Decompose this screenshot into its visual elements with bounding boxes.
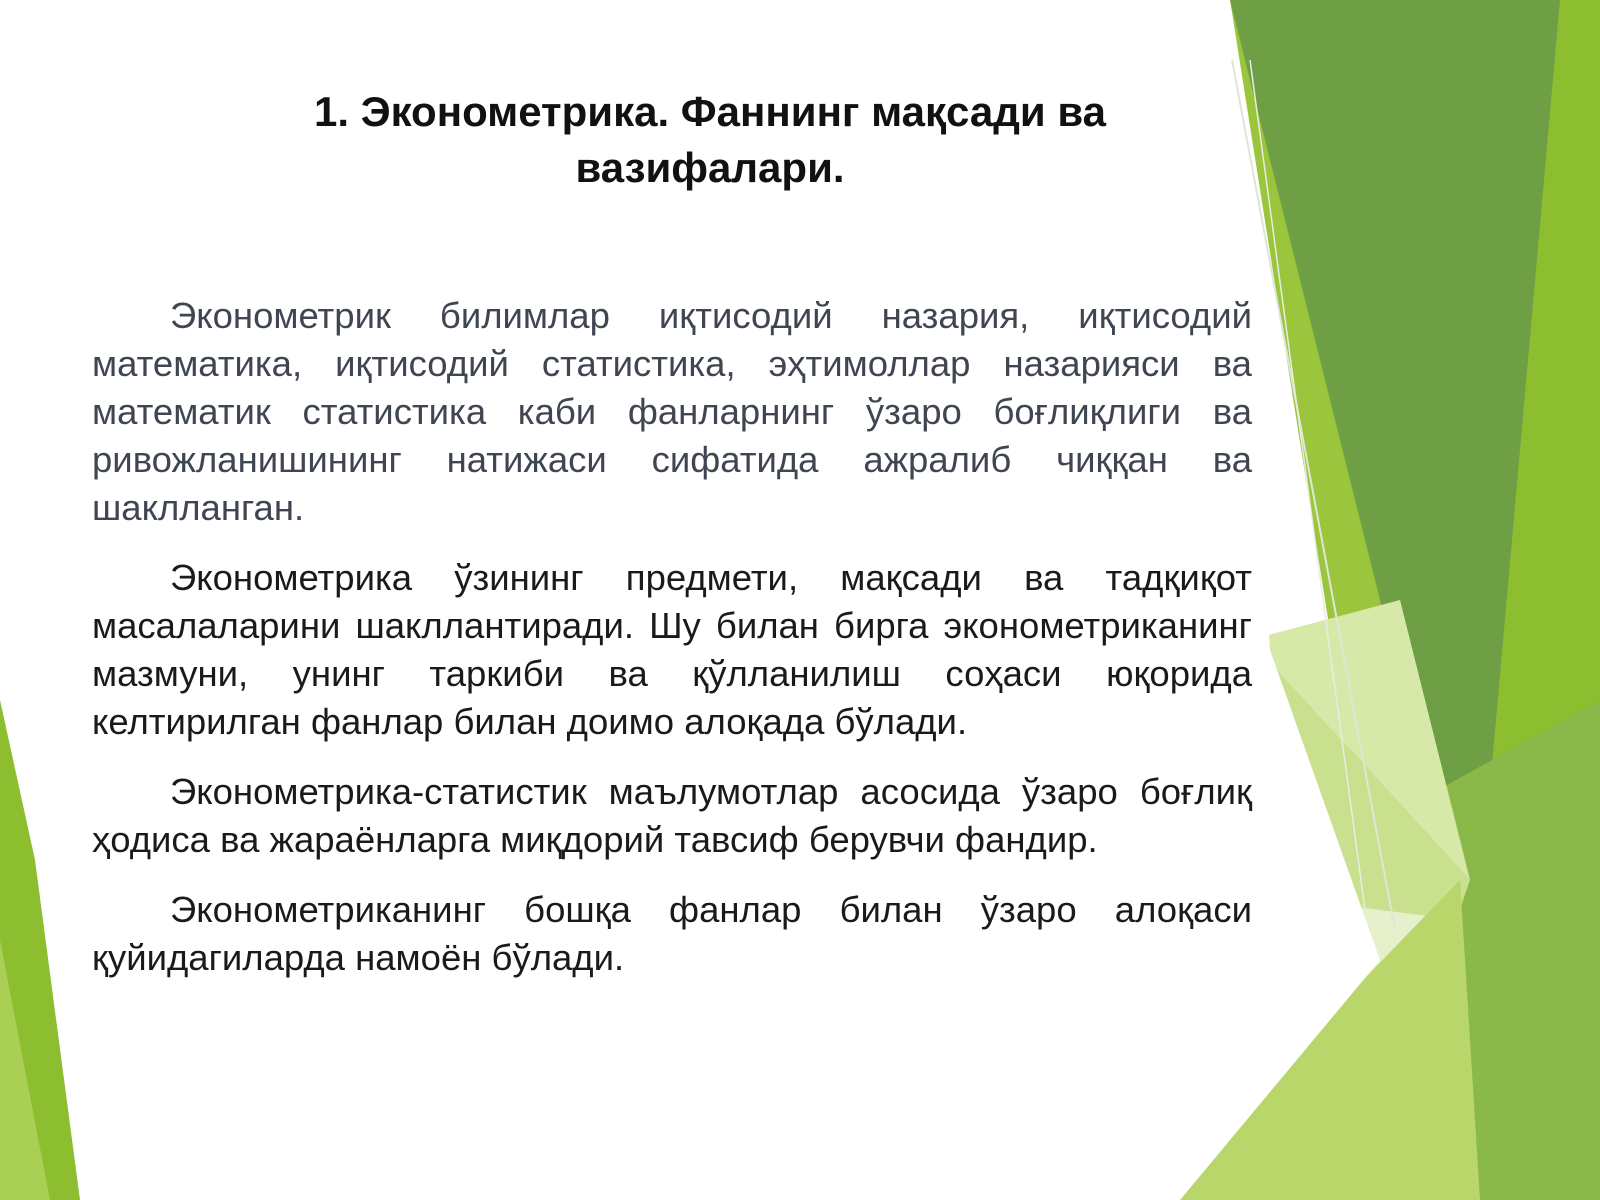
slide-body bbox=[92, 292, 1252, 1004]
paragraph: Эконометрика-статистик маълумотлар асосида ўзаро боғлиқ ҳодиса ва жараёнларга миқдорий тавсиф берувчи фандир. bbox=[92, 771, 1252, 860]
slide-title: 1. Эконометрика. Фаннинг мақсади ва вазифалари. bbox=[314, 88, 1106, 191]
paragraph: Эконометриканинг бошқа фанлар билан ўзаро алоқаси қуйидагиларда намоён бўлади. bbox=[92, 889, 1252, 978]
paragraph: Эконометрик билимлар иқтисодий назария, иқтисодий математика, иқтисодий статистика, эҳтимоллар назарияси ва математик статистика каби фанларнинг ўзаро боғлиқлиги ва ривожланишининг натижаси сифатида ажралиб чиққан ва шаклланган. bbox=[92, 295, 1252, 528]
paragraph: Эконометрика ўзининг предмети, мақсади ва тадқиқот масалаларини шакллантиради. Шу билан бирга эконометриканинг мазмуни, унинг таркиби ва қўлланилиш соҳаси юқорида келтирилган фанлар билан доимо алоқада бўлади. bbox=[92, 557, 1252, 742]
